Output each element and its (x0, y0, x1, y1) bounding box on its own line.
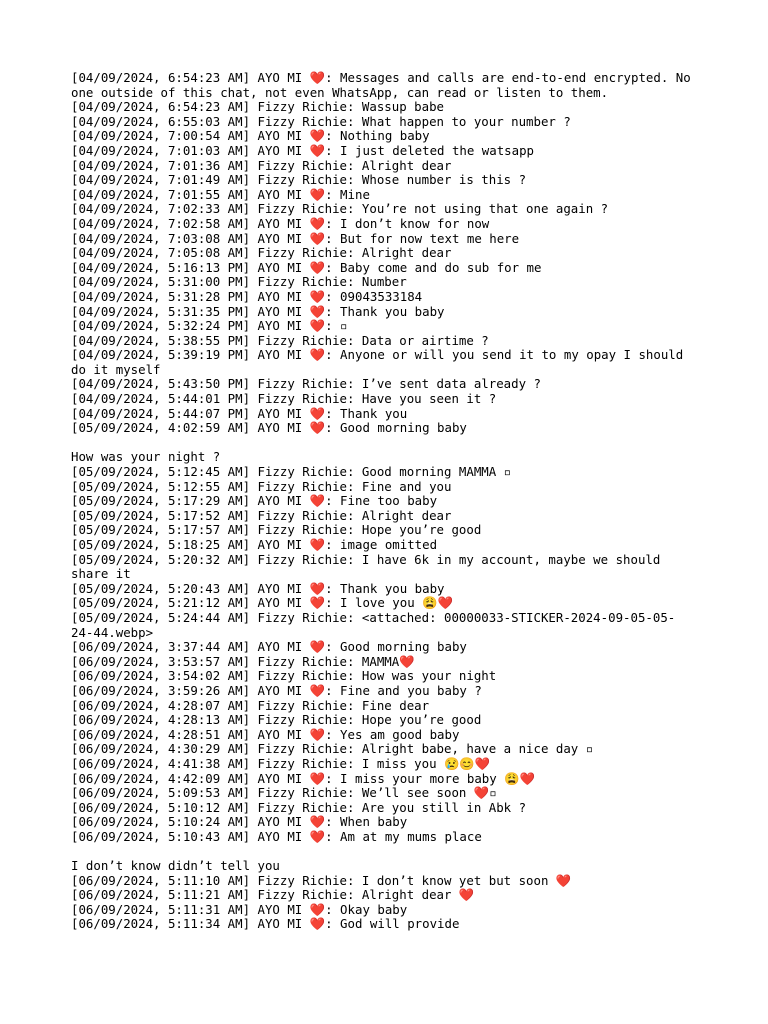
chat-line: [06/09/2024, 5:11:34 AM] AYO MI ❤️: God will provide (71, 916, 460, 932)
chat-line: [04/09/2024, 7:01:55 AM] AYO MI ❤️: Mine (71, 186, 370, 202)
chat-line: [05/09/2024, 5:17:57 AM] Fizzy Richie: Hope you’re good (71, 522, 482, 538)
chat-line: [06/09/2024, 3:54:02 AM] Fizzy Richie: How was your night (71, 668, 497, 684)
chat-line: [04/09/2024, 7:01:03 AM] AYO MI ❤️: I just deleted the watsapp (71, 142, 535, 158)
chat-line: [04/09/2024, 7:02:33 AM] Fizzy Richie: You’re not using that one again ? (71, 201, 609, 217)
chat-line: [04/09/2024, 5:31:28 PM] AYO MI ❤️: 09043533184 (71, 288, 423, 304)
chat-line: [05/09/2024, 4:02:59 AM] AYO MI ❤️: Good morning baby (71, 420, 467, 436)
chat-line: [06/09/2024, 5:10:24 AM] AYO MI ❤️: When baby (71, 814, 408, 830)
chat-line: [04/09/2024, 5:39:19 PM] AYO MI ❤️: Anyone or will you send it to my opay I should do it myself (71, 347, 691, 377)
blank-line (71, 844, 697, 859)
chat-line: [04/09/2024, 5:44:07 PM] AYO MI ❤️: Thank you (71, 405, 408, 421)
chat-line: [06/09/2024, 4:41:38 AM] Fizzy Richie: I miss you 😢😊❤️ (71, 755, 491, 771)
chat-line: [04/09/2024, 5:16:13 PM] AYO MI ❤️: Baby come and do sub for me (71, 259, 542, 275)
chat-line: [04/09/2024, 6:55:03 AM] Fizzy Richie: What happen to your number ? (71, 113, 571, 129)
chat-line: [04/09/2024, 7:03:08 AM] AYO MI ❤️: But for now text me here (71, 230, 520, 246)
chat-line: [06/09/2024, 4:28:13 AM] Fizzy Richie: Hope you’re good (71, 712, 482, 728)
chat-line: [04/09/2024, 7:05:08 AM] Fizzy Richie: Alright dear (71, 245, 452, 261)
chat-line: [04/09/2024, 5:31:35 PM] AYO MI ❤️: Thank you baby (71, 303, 445, 319)
chat-line: [06/09/2024, 5:10:43 AM] AYO MI ❤️: Am at my mums place (71, 828, 482, 844)
chat-line: [06/09/2024, 4:28:07 AM] Fizzy Richie: Fine dear (71, 697, 430, 713)
chat-line: [04/09/2024, 6:54:23 AM] Fizzy Richie: Wassup babe (71, 99, 444, 115)
chat-line: How was your night ? (71, 449, 221, 465)
chat-line: [04/09/2024, 5:31:00 PM] Fizzy Richie: Number (71, 274, 407, 290)
chat-line: I don’t know didn’t tell you (71, 858, 280, 874)
chat-line: [06/09/2024, 4:28:51 AM] AYO MI ❤️: Yes am good baby (71, 726, 460, 742)
chat-line: [05/09/2024, 5:18:25 AM] AYO MI ❤️: image omitted (71, 537, 438, 552)
chat-transcript (71, 71, 697, 932)
chat-line: [04/09/2024, 5:44:01 PM] Fizzy Richie: Have you seen it ? (71, 391, 497, 407)
chat-line: [05/09/2024, 5:21:12 AM] AYO MI ❤️: I love you 😩❤️ (71, 595, 453, 611)
chat-line: [05/09/2024, 5:20:32 AM] Fizzy Richie: I have 6k in my account, maybe we should share it (71, 551, 668, 582)
blank-line (71, 436, 697, 451)
chat-line: [04/09/2024, 7:00:54 AM] AYO MI ❤️: Nothing baby (71, 128, 430, 144)
chat-line: [06/09/2024, 4:30:29 AM] Fizzy Richie: Alright babe, have a nice day ▫ (71, 741, 594, 757)
chat-line: [04/09/2024, 7:01:49 AM] Fizzy Richie: Whose number is this ? (71, 172, 527, 188)
chat-line: [05/09/2024, 5:12:45 AM] Fizzy Richie: Good morning MAMMA ▫ (71, 464, 512, 480)
chat-line: [06/09/2024, 3:53:57 AM] Fizzy Richie: MAMMA❤️ (71, 653, 415, 669)
chat-line: [06/09/2024, 5:10:12 AM] Fizzy Richie: Are you still in Abk ? (71, 799, 527, 815)
chat-line: [06/09/2024, 5:11:21 AM] Fizzy Richie: Alright dear ❤️ (71, 887, 475, 903)
chat-line: [06/09/2024, 4:42:09 AM] AYO MI ❤️: I miss your more baby 😩❤️ (71, 770, 536, 786)
chat-line: [06/09/2024, 5:11:10 AM] Fizzy Richie: I don’t know yet but soon ❤️ (71, 872, 572, 888)
chat-line: [05/09/2024, 5:12:55 AM] Fizzy Richie: Fine and you (71, 478, 452, 494)
chat-line: [06/09/2024, 3:37:44 AM] AYO MI ❤️: Good morning baby (71, 639, 467, 655)
chat-line: [04/09/2024, 7:01:36 AM] Fizzy Richie: Alright dear (71, 157, 452, 173)
chat-line: [04/09/2024, 7:02:58 AM] AYO MI ❤️: I don’t know for now (71, 215, 490, 231)
chat-line: [05/09/2024, 5:17:52 AM] Fizzy Richie: Alright dear (71, 507, 452, 523)
chat-line: [04/09/2024, 5:32:24 PM] AYO MI ❤️: ▫ (71, 318, 348, 334)
chat-line: [06/09/2024, 3:59:26 AM] AYO MI ❤️: Fine and you baby ? (71, 682, 482, 698)
chat-line: [06/09/2024, 5:11:31 AM] AYO MI ❤️: Okay baby (71, 901, 408, 917)
chat-line: [05/09/2024, 5:20:43 AM] AYO MI ❤️: Thank you baby (71, 580, 445, 596)
chat-line: [04/09/2024, 6:54:23 AM] AYO MI ❤️: Messages and calls are end-to-end encrypted. No one outside of this chat, not even WhatsApp, can read or listen to them. (71, 70, 699, 100)
chat-line: [04/09/2024, 5:38:55 PM] Fizzy Richie: Data or airtime ? (71, 332, 489, 348)
chat-line: [06/09/2024, 5:09:53 AM] Fizzy Richie: We’ll see soon ❤️▫ (71, 785, 497, 801)
chat-line: [05/09/2024, 5:17:29 AM] AYO MI ❤️: Fine too baby (71, 493, 438, 509)
chat-line: [04/09/2024, 5:43:50 PM] Fizzy Richie: I’ve sent data already ? (71, 376, 541, 392)
chat-line: [05/09/2024, 5:24:44 AM] Fizzy Richie: <attached: 00000033-STICKER-2024-09-05-05-24-44.webp> (71, 609, 676, 640)
